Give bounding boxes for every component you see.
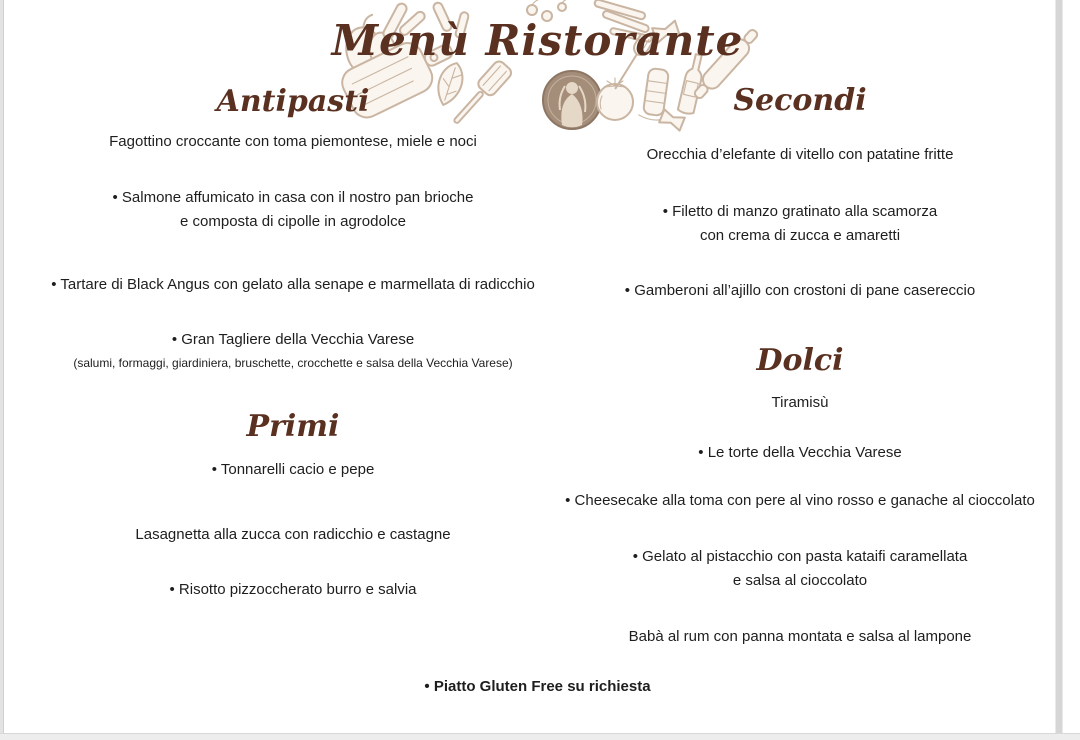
page-edge-left bbox=[0, 0, 4, 740]
menu-item: • Tonnarelli cacio e pepe bbox=[211, 461, 375, 478]
menu-item: e salsa al cioccolato bbox=[732, 572, 868, 589]
menu-item: • Risotto pizzoccherato burro e salvia bbox=[169, 581, 417, 598]
section-heading-antipasti: Antipasti bbox=[216, 84, 370, 119]
menu-item: Fagottino croccante con toma piemontese, miele e noci bbox=[109, 133, 477, 150]
menu-item: Babà al rum con panna montata e salsa al lampone bbox=[628, 628, 972, 645]
menu-item: con crema di zucca e amaretti bbox=[699, 227, 901, 244]
menu-item: • Le torte della Vecchia Varese bbox=[698, 444, 902, 461]
page-edge-right bbox=[1055, 0, 1063, 740]
menu-item-note: (salumi, formaggi, giardiniera, bruschette, crocchette e salsa della Vecchia Varese) bbox=[73, 356, 513, 370]
page-edge-bottom bbox=[0, 733, 1080, 740]
menu-item: • Gamberoni all’ajillo con crostoni di pane casereccio bbox=[624, 282, 976, 299]
menu-item: • Gelato al pistacchio con pasta kataifi caramellata bbox=[632, 548, 968, 565]
gluten-free-note: • Piatto Gluten Free su richiesta bbox=[424, 678, 651, 695]
menu-item: Orecchia d’elefante di vitello con patatine fritte bbox=[646, 146, 954, 163]
menu-item: Lasagnetta alla zucca con radicchio e castagne bbox=[135, 526, 451, 543]
section-heading-dolci: Dolci bbox=[756, 343, 844, 378]
menu-item: • Tartare di Black Angus con gelato alla senape e marmellata di radicchio bbox=[51, 276, 535, 293]
menu-item: • Salmone affumicato in casa con il nostro pan brioche bbox=[112, 189, 474, 206]
section-heading-secondi: Secondi bbox=[733, 83, 867, 118]
menu-item: Tiramisù bbox=[771, 394, 829, 411]
menu-item: • Filetto di manzo gratinato alla scamorza bbox=[662, 203, 938, 220]
menu-title: Menù Ristorante bbox=[331, 16, 744, 65]
menu-item: • Cheesecake alla toma con pere al vino rosso e ganache al cioccolato bbox=[565, 492, 1035, 509]
section-heading-primi: Primi bbox=[246, 409, 340, 444]
right-column bbox=[565, 0, 1035, 740]
menu-item: • Gran Tagliere della Vecchia Varese bbox=[171, 331, 415, 348]
menu-item: e composta di cipolle in agrodolce bbox=[180, 213, 406, 230]
left-column bbox=[33, 0, 553, 740]
